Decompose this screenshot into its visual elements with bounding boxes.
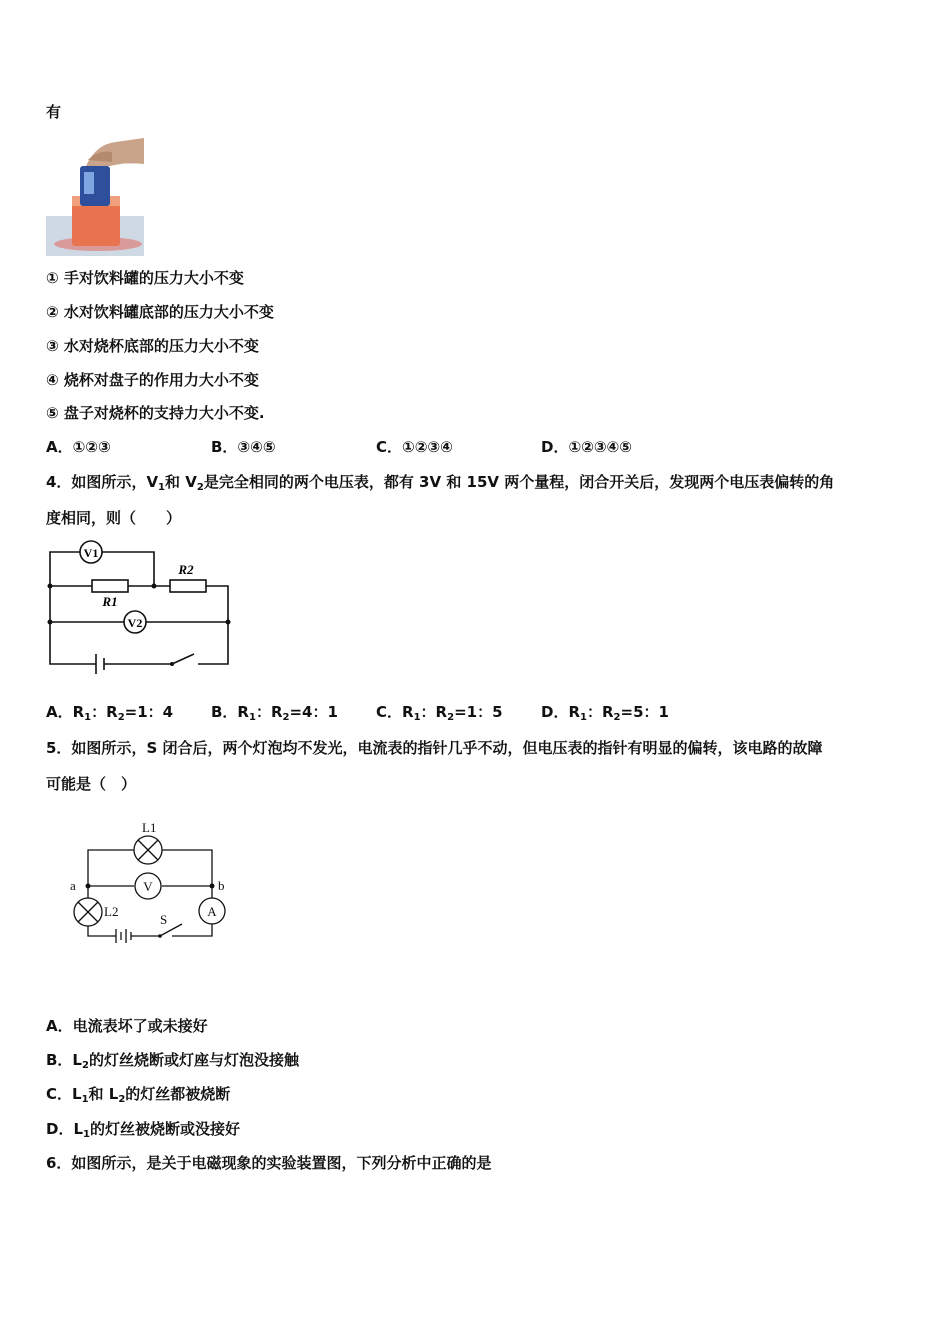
q4-option-c[interactable]: C．$R_1$：$R_2=1$：5 (376, 703, 503, 723)
q5-question-line2: 可能是（ ） (46, 775, 137, 793)
q5-circuit-diagram (66, 816, 236, 952)
q3-statement-2: ② 水对饮料罐底部的压力大小不变 (46, 303, 274, 321)
q3-statement-5: ⑤ 盘子对烧杯的支持力大小不变. (46, 404, 265, 422)
q4-option-d[interactable]: D．$R_1$：$R_2=5$：1 (541, 703, 669, 723)
beaker-can-photo (46, 136, 144, 256)
q5-l1-label: L1 (142, 820, 157, 835)
q4-v2-label: V2 (127, 616, 143, 630)
q5-point-a-label: a (70, 878, 76, 893)
q4-question-line1: 4．如图所示，$V_1$和 $V_2$是完全相同的两个电压表，都有 3V 和 15V 两个量程，闭合开关后，发现两个电压表偏转的角 (46, 473, 835, 493)
q4-r1-label: R1 (102, 594, 118, 609)
q4-circuit-diagram (40, 538, 240, 674)
q3-option-b[interactable]: B．③④⑤ (211, 438, 276, 456)
q5-option-d[interactable]: D．$L_1$的灯丝被烧断或没接好 (46, 1120, 240, 1140)
q3-statement-4: ④ 烧杯对盘子的作用力大小不变 (46, 371, 259, 389)
q3-statement-3: ③ 水对烧杯底部的压力大小不变 (46, 337, 259, 355)
q5-l2-label: L2 (104, 904, 119, 919)
q4-r2-label: R2 (178, 562, 194, 577)
q5-option-b[interactable]: B．$L_2$的灯丝烧断或灯座与灯泡没接触 (46, 1051, 299, 1071)
q5-s-label: S (160, 912, 168, 927)
q4-question-line2: 度相同，则（ ） (46, 509, 182, 527)
q5-question-line1: 5．如图所示，S 闭合后，两个灯泡均不发光，电流表的指针几乎不动，但电压表的指针有明显的偏转，该电路的故障 (46, 739, 823, 757)
q5-point-b-label: b (218, 878, 225, 893)
q5-a-label: A (207, 904, 217, 919)
q3-option-d[interactable]: D．①②③④⑤ (541, 438, 632, 456)
q3-option-a[interactable]: A．①②③ (46, 438, 111, 456)
q4-v1-label: V1 (83, 546, 99, 560)
q3-statement-1: ① 手对饮料罐的压力大小不变 (46, 269, 244, 287)
q5-option-c[interactable]: C．$L_1$和 $L_2$的灯丝都被烧断 (46, 1085, 231, 1105)
q3-tail-text: 有 (46, 103, 62, 121)
q4-option-b[interactable]: B．$R_1$：$R_2=4$：1 (211, 703, 338, 723)
q5-lamp-l1-icon (134, 836, 162, 864)
q6-question-line1: 6．如图所示，是关于电磁现象的实验装置图，下列分析中正确的是 (46, 1154, 492, 1172)
q3-option-c[interactable]: C．①②③④ (376, 438, 453, 456)
q5-option-a[interactable]: A．电流表坏了或未接好 (46, 1017, 208, 1035)
q5-v-label: V (143, 879, 153, 894)
q5-lamp-l2-icon (74, 898, 102, 926)
q4-option-a[interactable]: A．$R_1$：$R_2=1$：4 (46, 703, 174, 723)
